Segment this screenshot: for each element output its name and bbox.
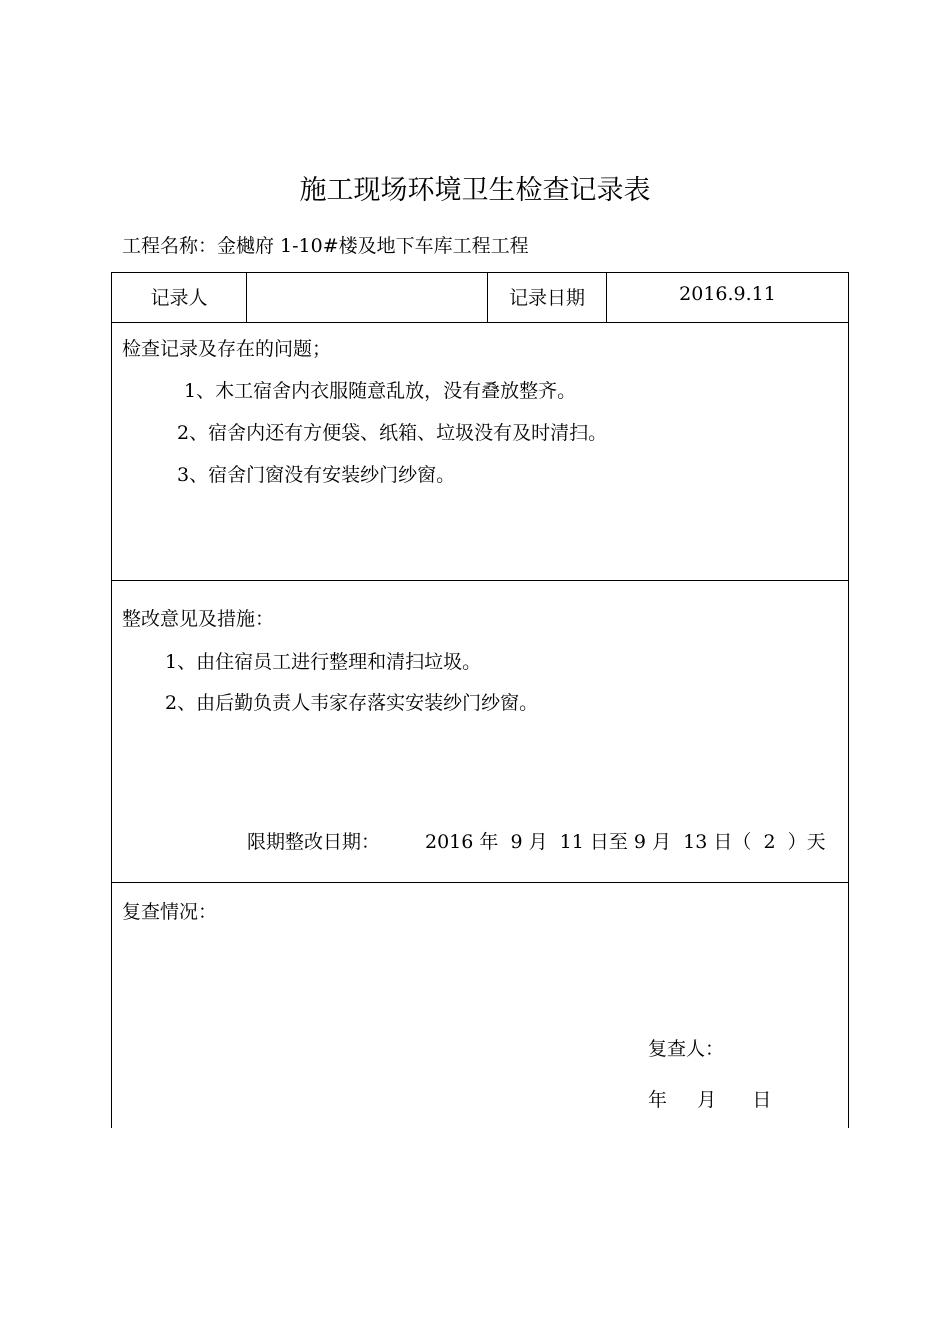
table-right-border bbox=[848, 272, 849, 1128]
record-date-value: 2016.9.11 bbox=[679, 283, 776, 305]
reviewer-label: 复查人： bbox=[648, 1038, 725, 1060]
recorder-label: 记录人 bbox=[150, 287, 208, 309]
project-name: 工程名称：金樾府 1-10#楼及地下车库工程工程 bbox=[122, 235, 529, 257]
table-left-border bbox=[111, 272, 112, 1128]
row-divider bbox=[111, 322, 849, 323]
rectification-item: 2、由后勤负责人韦家存落实安装纱门纱窗。 bbox=[165, 692, 539, 714]
table-top-border bbox=[111, 272, 849, 273]
column-divider bbox=[246, 272, 247, 323]
record-date-label: 记录日期 bbox=[508, 287, 585, 309]
inspection-item: 1、木工宿舍内衣服随意乱放，没有叠放整齐。 bbox=[184, 380, 577, 402]
rectification-item: 1、由住宿员工进行整理和清扫垃圾。 bbox=[165, 651, 482, 673]
inspection-item: 3、宿舍门窗没有安装纱门纱窗。 bbox=[177, 464, 456, 486]
page-title: 施工现场环境卫生检查记录表 bbox=[299, 175, 651, 206]
inspection-item: 2、宿舍内还有方便袋、纸箱、垃圾没有及时清扫。 bbox=[177, 422, 608, 444]
deadline-label: 限期整改日期： bbox=[247, 831, 381, 853]
deadline-value: 2016 年 9 月 11 日至 9 月 13 日（ 2 ）天 bbox=[425, 831, 826, 853]
review-heading: 复查情况： bbox=[122, 901, 218, 923]
inspection-heading: 检查记录及存在的问题； bbox=[122, 338, 332, 360]
row-divider bbox=[111, 580, 849, 581]
rectification-heading: 整改意见及措施： bbox=[122, 608, 275, 630]
review-date-placeholder: 年 月 日 bbox=[648, 1089, 772, 1111]
row-divider bbox=[111, 882, 849, 883]
